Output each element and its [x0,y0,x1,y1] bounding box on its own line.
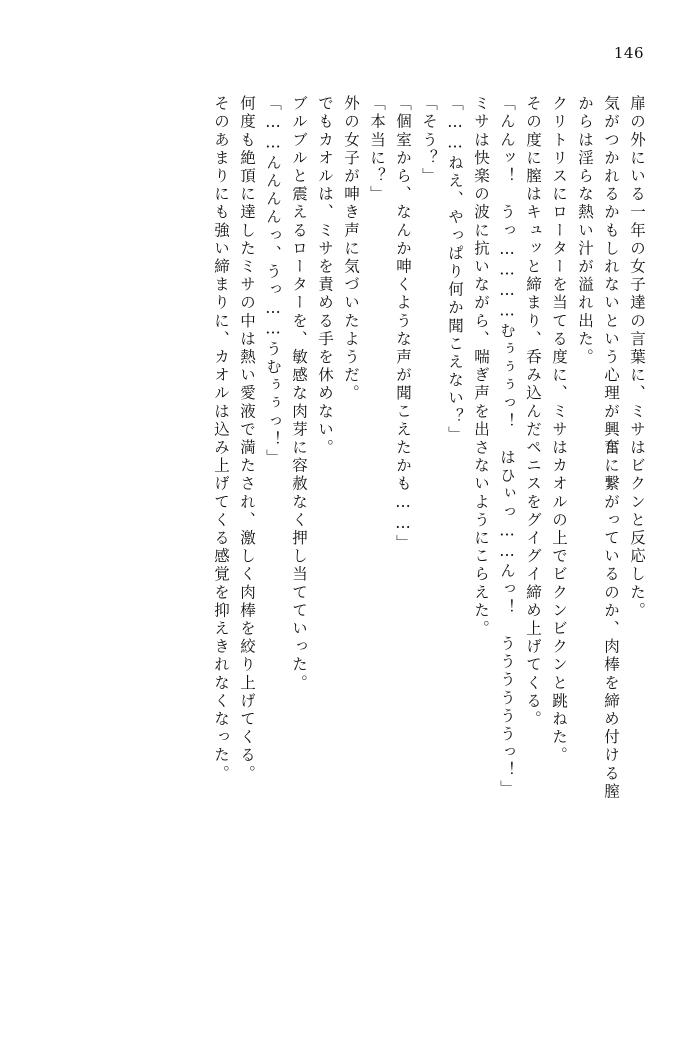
text-line: 外の女子が呻き声に気づいたようだ。 [342,95,360,403]
text-line: 「……ねえ、やっぱり何か聞こえない？」 [446,95,464,444]
text-line: 「……んんんんっ、うっ……うむぅぅっ！」 [264,95,282,467]
text-line: 気がつかれるかもしれないという心理が興奮に繋がっているのか、肉棒を締め付ける膣 [602,95,620,801]
page-number: 146 [613,44,644,62]
text-line: 扉の外にいる一年の女子達の言葉に、ミサはビクンと反応した。 [628,95,646,620]
text-line: そのあまりにも強い締まりに、カオルは込み上げてくる感覚を抑えきれなくなった。 [212,95,230,783]
text-line: その度に膣はキュッと締まり、呑み込んだペニスをグイグイ締め上げてくる。 [524,95,542,729]
text-line: 「そう？」 [420,95,438,186]
text-line: 何度も絶頂に達したミサの中は熱い愛液で満たされ、激しく肉棒を絞り上げてくる。 [238,95,256,783]
text-line: ブルブルと震えるローターを、敏感な肉芽に容赦なく押し当てていった。 [290,95,308,693]
text-line: からは淫らな熱い汁が溢れ出た。 [576,95,594,367]
vertical-text-body [56,95,644,990]
text-line: でもカオルは、ミサを責める手を休めない。 [316,95,334,457]
text-line: 「本当に？」 [368,95,386,204]
text-line: 「んんッ！ うっ…………むぅぅぅっ！ はひぃっ……んっ！ ううううううっ！」 [498,95,516,798]
text-line: クリトリスにローターを当てる度に、ミサはカオルの上でビクンビクンと跳ねた。 [550,95,568,765]
text-line: ミサは快楽の波に抗いながら、喘ぎ声を出さないようにこらえた。 [472,95,490,638]
text-line: 「個室から、なんか呻くような声が聞こえたかも……」 [394,95,412,553]
